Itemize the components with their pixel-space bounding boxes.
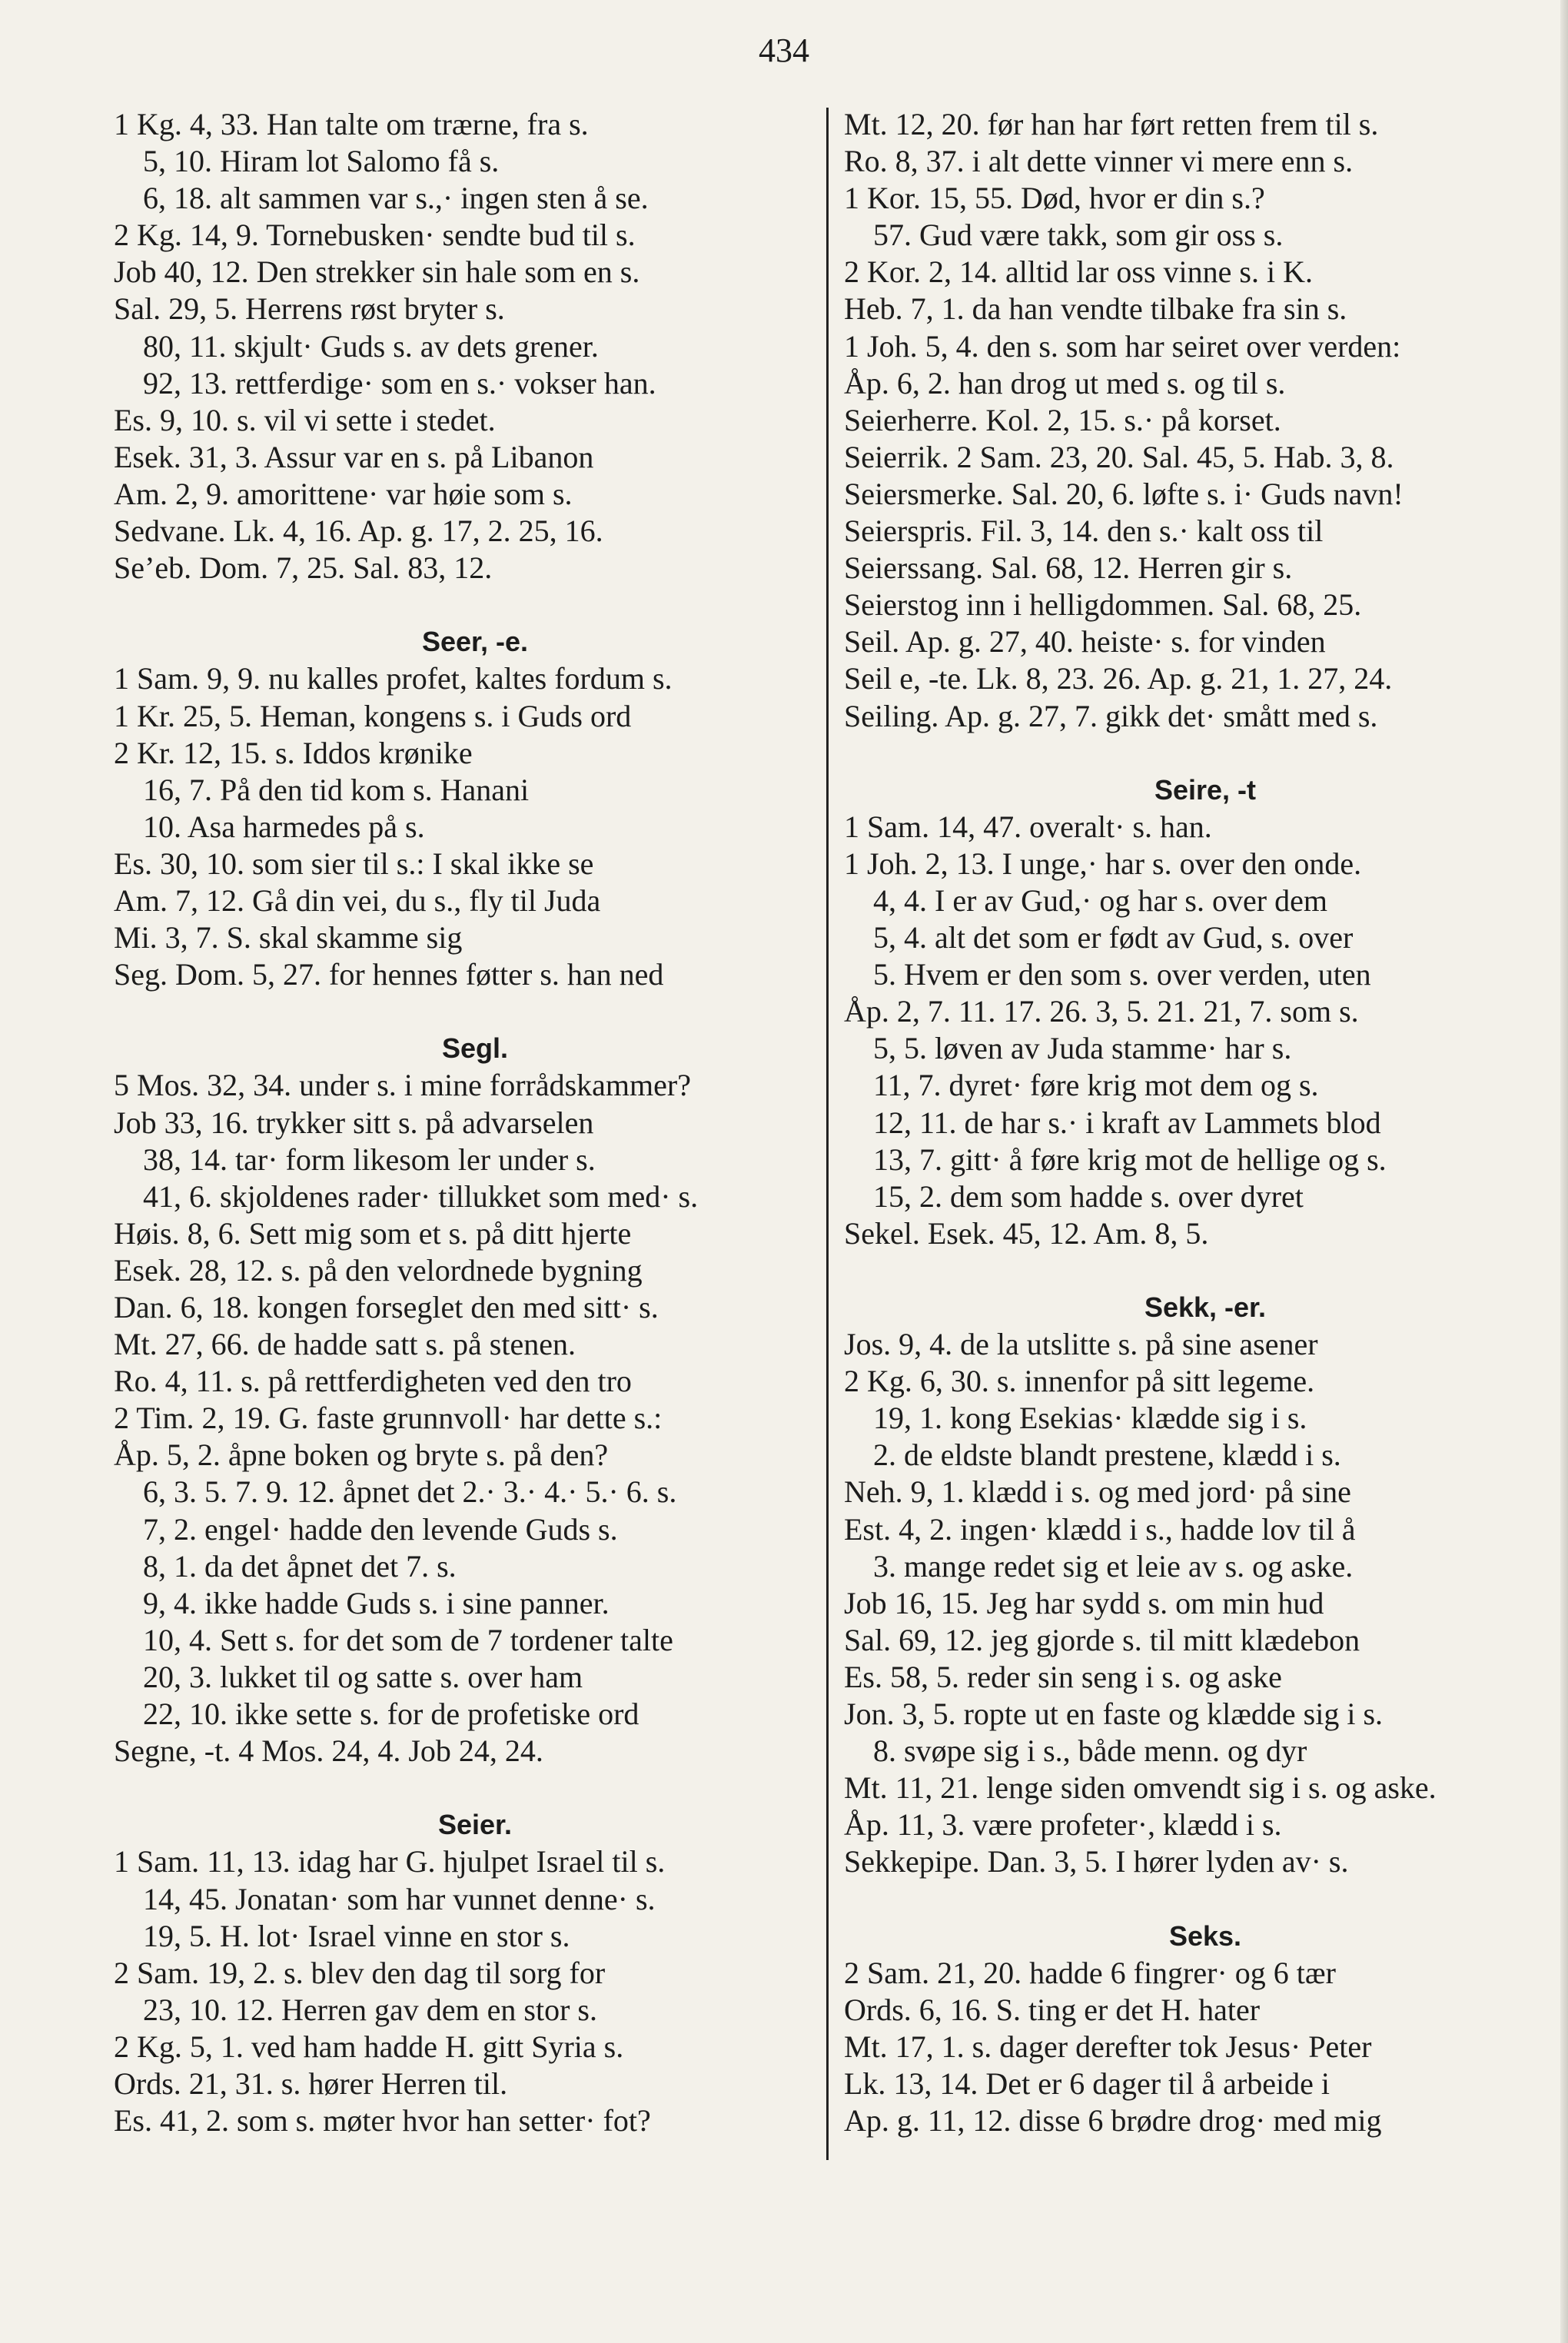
page-edge [1560, 0, 1568, 2343]
entry-line: Es. 9, 10. s. vil vi sette i stedet. [114, 402, 496, 437]
entry-line: Esek. 28, 12. s. på den velordnede bygning [114, 1252, 643, 1288]
entry-line: Am. 2, 9. amorittene· var høie som s. [114, 476, 573, 511]
entry-continuation: 38, 14. tar· form likesom ler under s. [143, 1142, 596, 1177]
entry-line: Åp. 6, 2. han drog ut med s. og til s. [844, 365, 1286, 400]
entry-line: 2 Kg. 5, 1. ved ham hadde H. gitt Syria s. [114, 2029, 624, 2064]
section-heading: Seer, -e. [421, 626, 529, 658]
left-column [114, 106, 836, 2139]
section-heading: Sekk, -er. [1144, 1291, 1267, 1323]
entry-line: Mt. 17, 1. s. dager derefter tok Jesus· Peter [844, 2029, 1372, 2064]
entry-line: Seierspris. Fil. 3, 14. den s.· kalt oss til [844, 513, 1324, 549]
entry-continuation: 7, 2. engel· hadde den levende Guds s. [143, 1511, 618, 1547]
entry-line: 2 Kg. 6, 30. s. innenfor på sitt legeme. [844, 1364, 1315, 1399]
entry-line: Ap. g. 11, 12. disse 6 brødre drog· med mig [844, 2103, 1382, 2139]
entry-line: Åp. 11, 3. være profeter·, klædd i s. [844, 1807, 1282, 1843]
entry-line: Seiersmerke. Sal. 20, 6. løfte s. i· Guds navn! [844, 476, 1404, 511]
entry-line: Mi. 3, 7. S. skal skamme sig [114, 920, 463, 955]
entry-continuation: 16, 7. På den tid kom s. Hanani [143, 772, 530, 807]
entry-continuation: 80, 11. skjult· Guds s. av dets grener. [143, 328, 599, 364]
entry-line: Se’eb. Dom. 7, 25. Sal. 83, 12. [114, 550, 493, 586]
entry-continuation: 20, 3. lukket til og satte s. over ham [143, 1659, 583, 1694]
entry-continuation: 6, 18. alt sammen var s.,· ingen sten å se. [143, 181, 649, 216]
entry-line: Neh. 9, 1. klædd i s. og med jord· på sine [844, 1474, 1351, 1510]
entry-line: Seg. Dom. 5, 27. for hennes føtter s. han ned [114, 957, 664, 992]
page-number: 434 [759, 32, 809, 69]
entry-line: Segne, -t. 4 Mos. 24, 4. Job 24, 24. [114, 1733, 543, 1769]
spacer [114, 587, 836, 623]
entry-line: Heb. 7, 1. da han vendte tilbake fra sin s. [844, 291, 1347, 327]
entry-line: Lk. 13, 14. Det er 6 dager til å arbeide i [844, 2065, 1330, 2101]
spacer [844, 1881, 1566, 1918]
entry-continuation: 4, 4. I er av Gud,· og har s. over dem [873, 882, 1327, 918]
entry-continuation: 41, 6. skjoldenes rader· tillukket som med· s. [143, 1178, 699, 1214]
entry-continuation: 8. svøpe sig i s., både menn. og dyr [873, 1733, 1307, 1769]
entry-line: 1 Joh. 2, 13. I unge,· har s. over den onde. [844, 846, 1362, 881]
entry-line: Sekel. Esek. 45, 12. Am. 8, 5. [844, 1215, 1209, 1251]
entry-line: 2 Tim. 2, 19. G. faste grunnvoll· har dette s.: [114, 1401, 663, 1436]
entry-continuation: 19, 1. kong Esekias· klædde sig i s. [873, 1401, 1307, 1436]
entry-line: 1 Joh. 5, 4. den s. som har seiret over verden: [844, 328, 1401, 364]
entry-line: Jos. 9, 4. de la utslitte s. på sine asener [844, 1327, 1318, 1362]
entry-continuation: 23, 10. 12. Herren gav dem en stor s. [143, 1992, 597, 2027]
entry-line: Dan. 6, 18. kongen forseglet den med sitt· s. [114, 1290, 659, 1324]
entry-line: Job 16, 15. Jeg har sydd s. om min hud [844, 1585, 1324, 1620]
entry-continuation: 15, 2. dem som hadde s. over dyret [873, 1178, 1304, 1214]
entry-line: Es. 30, 10. som sier til s.: I skal ikke se [114, 846, 594, 881]
entry-continuation: 9, 4. ikke hadde Guds s. i sine panner. [143, 1585, 610, 1620]
entry-line: Seil e, -te. Lk. 8, 23. 26. Ap. g. 21, 1. 27, 24. [844, 661, 1393, 696]
entry-continuation: 3. mange redet sig et leie av s. og aske. [873, 1548, 1354, 1584]
entry-line: 1 Kr. 25, 5. Heman, kongens s. i Guds ord [114, 698, 632, 733]
entry-line: 2 Sam. 19, 2. s. blev den dag til sorg for [114, 1955, 606, 1990]
entry-line: Ro. 4, 11. s. på rettferdigheten ved den tro [114, 1364, 632, 1399]
entry-line: 2 Sam. 21, 20. hadde 6 fingrer· og 6 tær [844, 1955, 1336, 1990]
entry-line: Seiling. Ap. g. 27, 7. gikk det· smått med s. [844, 698, 1378, 733]
entry-line: Mt. 11, 21. lenge siden omvendt sig i s. og aske. [844, 1770, 1437, 1806]
entry-line: 2 Kor. 2, 14. alltid lar oss vinne s. i K. [844, 254, 1313, 290]
entry-line: Jon. 3, 5. ropte ut en faste og klædde sig i s. [844, 1697, 1384, 1732]
spacer [114, 1770, 836, 1806]
entry-line: 1 Kg. 4, 33. Han talte om trærne, fra s. [114, 107, 589, 141]
entry-line: Seil. Ap. g. 27, 40. heiste· s. for vinden [844, 624, 1326, 660]
entry-continuation: 10, 4. Sett s. for det som de 7 tordener talte [143, 1622, 673, 1657]
entry-line: 1 Sam. 14, 47. overalt· s. han. [844, 809, 1212, 844]
entry-continuation: 6, 3. 5. 7. 9. 12. åpnet det 2.· 3.· 4.· 5.· 6. s. [143, 1474, 677, 1510]
entry-line: 2 Kr. 12, 15. s. Iddos krønike [114, 735, 473, 770]
entry-continuation: 8, 1. da det åpnet det 7. s. [143, 1548, 457, 1584]
entry-line: 1 Sam. 9, 9. nu kalles profet, kaltes fordum s. [114, 661, 673, 696]
entry-line: Es. 58, 5. reder sin seng i s. og aske [844, 1659, 1282, 1694]
entry-line: Est. 4, 2. ingen· klædd i s., hadde lov til å [844, 1511, 1356, 1547]
section-heading: Segl. [441, 1032, 509, 1065]
entry-line: 2 Kg. 14, 9. Tornebusken· sendte bud til s. [114, 218, 636, 253]
entry-line: Åp. 2, 7. 11. 17. 26. 3, 5. 21. 21, 7. som s. [844, 994, 1359, 1029]
entry-line: Seierrik. 2 Sam. 23, 20. Sal. 45, 5. Hab. 3, 8. [844, 439, 1394, 474]
section-heading: Seire, -t [1154, 773, 1257, 806]
entry-line: Sekkepipe. Dan. 3, 5. I hører lyden av· s. [844, 1844, 1349, 1879]
entry-line: Ords. 21, 31. s. hører Herren til. [114, 2065, 508, 2101]
entry-continuation: 92, 13. rettferdige· som en s.· vokser han. [143, 365, 656, 400]
entry-line: Åp. 5, 2. åpne boken og bryte s. på den? [114, 1437, 609, 1473]
spacer [114, 993, 836, 1030]
entry-continuation: 5, 5. løven av Juda stamme· har s. [873, 1031, 1292, 1066]
entry-line: Esek. 31, 3. Assur var en s. på Libanon [114, 439, 594, 474]
entry-line: 1 Sam. 11, 13. idag har G. hjulpet Israel til s. [114, 1844, 666, 1879]
entry-line: Job 40, 12. Den strekker sin hale som en s. [114, 254, 640, 290]
spacer [844, 735, 1566, 772]
entry-continuation: 57. Gud være takk, som gir oss s. [873, 218, 1284, 253]
column-divider [826, 108, 829, 2160]
entry-line: Høis. 8, 6. Sett mig som et s. på ditt hjerte [114, 1215, 632, 1251]
entry-continuation: 11, 7. dyret· føre krig mot dem og s. [873, 1068, 1319, 1103]
entry-line: Mt. 27, 66. de hadde satt s. på stenen. [114, 1327, 576, 1362]
entry-line: Seierstog inn i helligdommen. Sal. 68, 25. [844, 587, 1362, 623]
entry-line: Am. 7, 12. Gå din vei, du s., fly til Juda [114, 882, 601, 918]
entry-line: Es. 41, 2. som s. møter hvor han setter· fot? [114, 2103, 651, 2139]
entry-continuation: 2. de eldste blandt prestene, klædd i s. [873, 1437, 1341, 1473]
entry-line: Sal. 69, 12. jeg gjorde s. til mitt klædebon [844, 1622, 1360, 1657]
entry-line: Job 33, 16. trykker sitt s. på advarselen [114, 1105, 594, 1140]
entry-line: Ords. 6, 16. S. ting er det H. hater [844, 1992, 1261, 2027]
entry-continuation: 10. Asa harmedes på s. [143, 809, 425, 844]
entry-line: Sal. 29, 5. Herrens røst bryter s. [114, 291, 505, 327]
entry-line: Ro. 8, 37. i alt dette vinner vi mere enn s. [844, 144, 1354, 179]
entry-continuation: 5, 4. alt det som er født av Gud, s. over [873, 920, 1354, 955]
section-heading: Seier. [437, 1809, 513, 1841]
entry-line: Sedvane. Lk. 4, 16. Ap. g. 17, 2. 25, 16. [114, 513, 603, 549]
spacer [844, 1252, 1566, 1289]
entry-continuation: 5, 10. Hiram lot Salomo få s. [143, 144, 500, 179]
entry-continuation: 14, 45. Jonatan· som har vunnet denne· s. [143, 1881, 656, 1916]
entry-line: Seierherre. Kol. 2, 15. s.· på korset. [844, 402, 1281, 437]
entry-line: Seierssang. Sal. 68, 12. Herren gir s. [844, 550, 1293, 586]
entry-line: 5 Mos. 32, 34. under s. i mine forrådskammer? [114, 1068, 691, 1103]
entry-continuation: 12, 11. de har s.· i kraft av Lammets blod [873, 1105, 1381, 1140]
entry-continuation: 5. Hvem er den som s. over verden, uten [873, 957, 1371, 992]
section-heading: Seks. [1168, 1919, 1242, 1952]
entry-continuation: 19, 5. H. lot· Israel vinne en stor s. [143, 1918, 570, 1953]
right-column [844, 106, 1566, 2139]
entry-line: Mt. 12, 20. før han har ført retten frem til s. [844, 107, 1379, 141]
entry-line: 1 Kor. 15, 55. Død, hvor er din s.? [844, 181, 1265, 216]
entry-continuation: 13, 7. gitt· å føre krig mot de hellige og s. [873, 1142, 1387, 1177]
entry-continuation: 22, 10. ikke sette s. for de profetiske ord [143, 1697, 639, 1732]
